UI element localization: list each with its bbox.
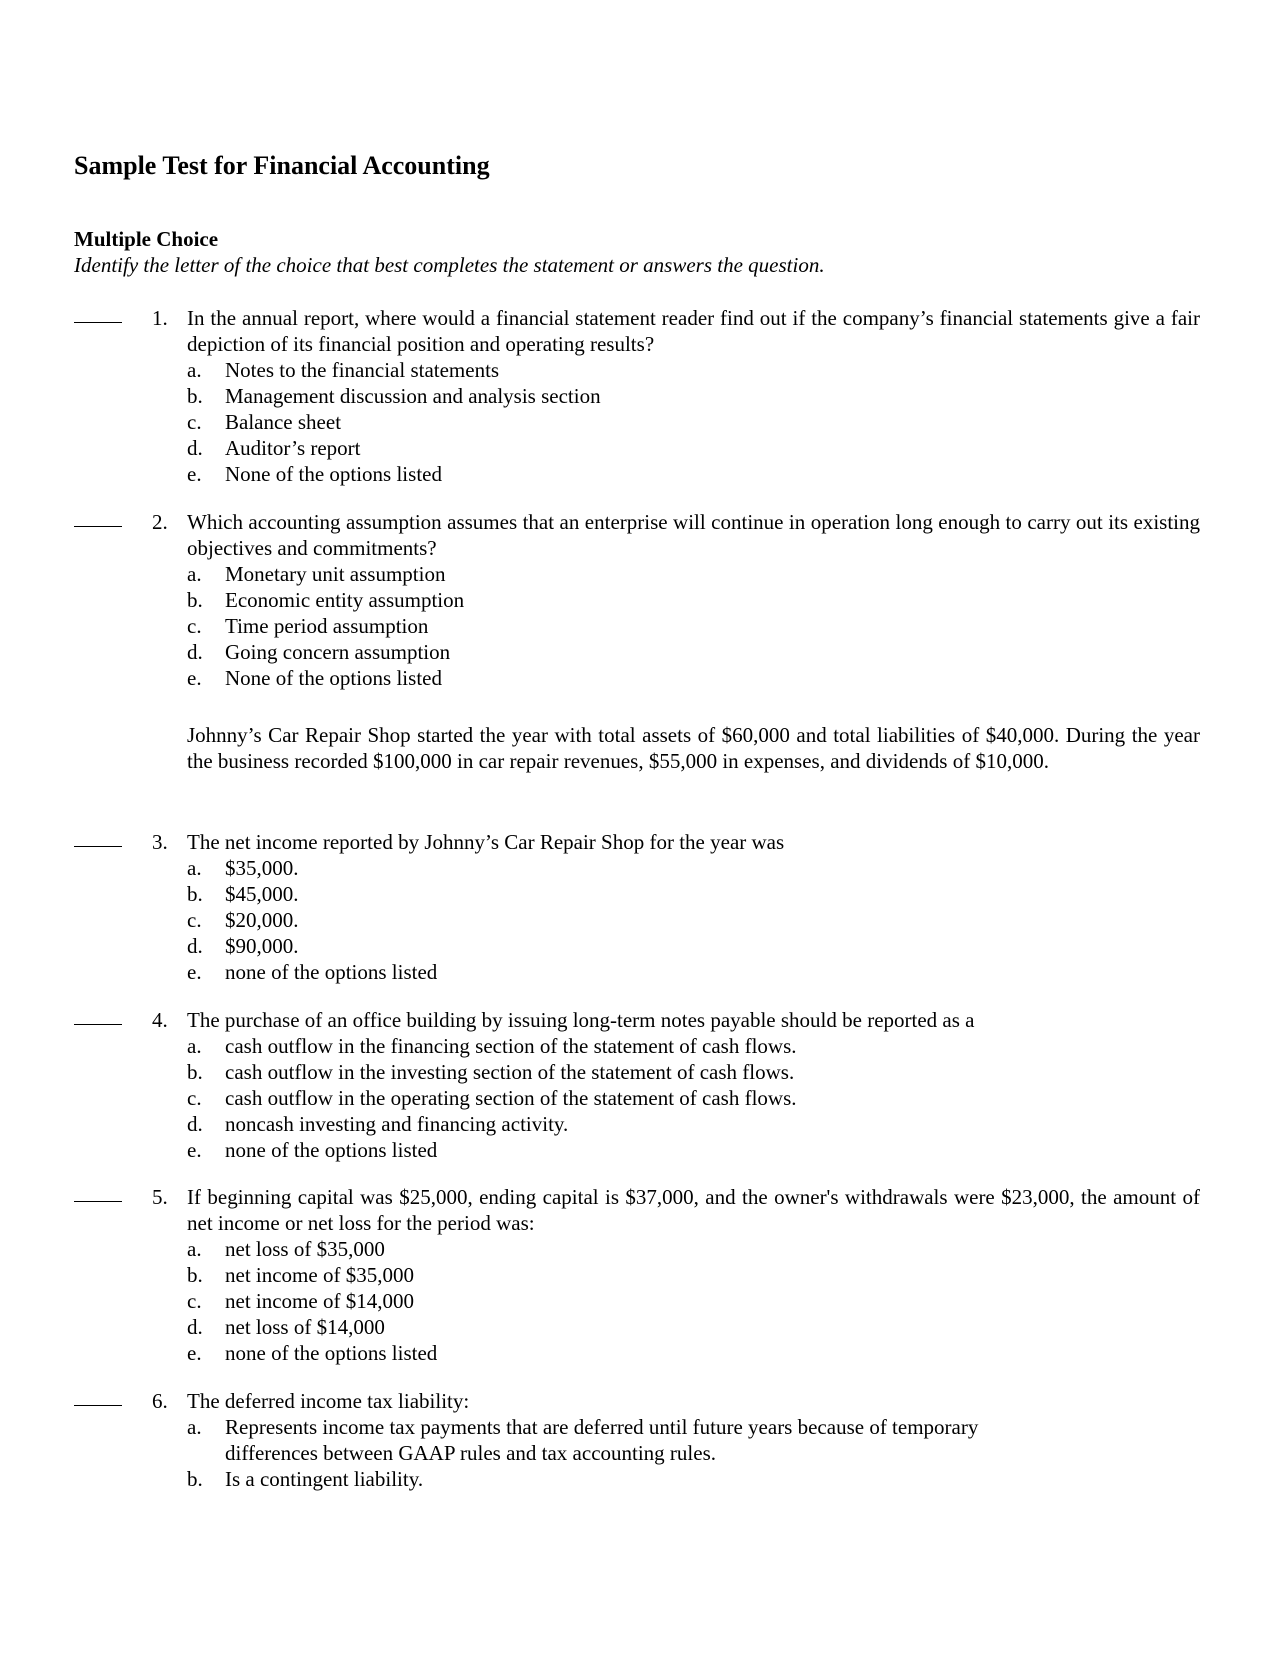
option-text: none of the options listed: [225, 1138, 438, 1162]
option: [187, 1262, 1087, 1288]
option-text: $20,000.: [225, 908, 299, 932]
option: [187, 409, 1087, 435]
option: [187, 639, 1087, 665]
question-number: 2.: [152, 510, 168, 534]
option: [187, 665, 1087, 691]
option: [187, 1288, 1087, 1314]
option: [187, 383, 1087, 409]
option-text: Represents income tax payments that are deferred until future years because of temporary differences between GAAP rules and tax accounting rules.: [225, 1415, 979, 1465]
option: [187, 855, 1087, 881]
option-letter: b.: [187, 384, 203, 408]
option-letter: b.: [187, 1263, 203, 1287]
section-heading: Multiple Choice: [74, 227, 219, 251]
option-text: cash outflow in the financing section of the statement of cash flows.: [225, 1034, 797, 1058]
option-letter: c.: [187, 614, 202, 638]
option-text: Time period assumption: [225, 614, 429, 638]
option-text: none of the options listed: [225, 960, 438, 984]
option: [187, 1137, 1087, 1163]
option-letter: a.: [187, 1415, 202, 1439]
option: [187, 907, 1087, 933]
option: [187, 881, 1087, 907]
instructions: Identify the letter of the choice that best completes the statement or answers the question.: [74, 253, 825, 277]
option-text: net income of $35,000: [225, 1263, 414, 1287]
option-letter: a.: [187, 1034, 202, 1058]
option-text: noncash investing and financing activity.: [225, 1112, 569, 1136]
answer-blank[interactable]: [74, 322, 122, 323]
option-list: [187, 1236, 1087, 1366]
option-text: cash outflow in the operating section of the statement of cash flows.: [225, 1086, 797, 1110]
option-letter: c.: [187, 908, 202, 932]
option-letter: d.: [187, 640, 203, 664]
document-title: Sample Test for Financial Accounting: [74, 151, 490, 180]
option: [187, 1111, 1087, 1137]
answer-blank[interactable]: [74, 846, 122, 847]
option: [187, 1414, 1087, 1466]
option-text: Notes to the financial statements: [225, 358, 500, 382]
option: [187, 1340, 1087, 1366]
option-text: Economic entity assumption: [225, 588, 465, 612]
option: [187, 959, 1087, 985]
option-letter: a.: [187, 856, 202, 880]
answer-blank[interactable]: [74, 1405, 122, 1406]
option-text: None of the options listed: [225, 666, 442, 690]
option-text: $90,000.: [225, 934, 299, 958]
option-letter: b.: [187, 588, 203, 612]
option-text: net loss of $35,000: [225, 1237, 385, 1261]
option-list: [187, 1033, 1087, 1163]
option-letter: d.: [187, 934, 203, 958]
option-text: net loss of $14,000: [225, 1315, 385, 1339]
scenario-paragraph: Johnny’s Car Repair Shop started the year with total assets of $60,000 and total liabilities of $40,000. During the year the business recorded $100,000 in car repair revenues, $55,000 in expenses, and dividends of $10,000.: [187, 723, 1200, 773]
option: [187, 1314, 1087, 1340]
option-text: $35,000.: [225, 856, 299, 880]
option: [187, 1466, 1087, 1492]
option: [187, 1033, 1087, 1059]
option-letter: b.: [187, 882, 203, 906]
option-list: [187, 855, 1087, 985]
option-text: Is a contingent liability.: [225, 1467, 424, 1491]
option: [187, 561, 1087, 587]
option-letter: c.: [187, 410, 202, 434]
option-letter: b.: [187, 1467, 203, 1491]
option-letter: e.: [187, 666, 202, 690]
option: [187, 1085, 1087, 1111]
option-text: Balance sheet: [225, 410, 342, 434]
option-letter: e.: [187, 960, 202, 984]
question-number: 1.: [152, 306, 168, 330]
question-number: 3.: [152, 830, 168, 854]
option-text: cash outflow in the investing section of the statement of cash flows.: [225, 1060, 795, 1084]
answer-blank[interactable]: [74, 1201, 122, 1202]
question-text: The net income reported by Johnny’s Car Repair Shop for the year was: [187, 830, 785, 854]
question-text: Which accounting assumption assumes that an enterprise will continue in operation long enough to carry out its existing objectives and commitments?: [187, 510, 1200, 560]
option-text: $45,000.: [225, 882, 299, 906]
option-letter: a.: [187, 562, 202, 586]
option: [187, 933, 1087, 959]
option: [187, 461, 1087, 487]
option: [187, 613, 1087, 639]
option-letter: e.: [187, 462, 202, 486]
option-text: net income of $14,000: [225, 1289, 414, 1313]
option-letter: e.: [187, 1341, 202, 1365]
option-text: none of the options listed: [225, 1341, 438, 1365]
option-letter: d.: [187, 1112, 203, 1136]
option-list: [187, 1414, 1087, 1492]
option-letter: d.: [187, 1315, 203, 1339]
option-letter: d.: [187, 436, 203, 460]
question-number: 6.: [152, 1389, 168, 1413]
question-text: The purchase of an office building by issuing long-term notes payable should be reported as a: [187, 1008, 975, 1032]
option-list: [187, 561, 1087, 691]
question-text: If beginning capital was $25,000, ending capital is $37,000, and the owner's withdrawals were $23,000, the amount of net income or net loss for the period was:: [187, 1185, 1200, 1235]
answer-blank[interactable]: [74, 526, 122, 527]
option: [187, 1236, 1087, 1262]
option: [187, 587, 1087, 613]
option-text: Monetary unit assumption: [225, 562, 446, 586]
option-letter: a.: [187, 1237, 202, 1261]
option-letter: a.: [187, 358, 202, 382]
question-number: 5.: [152, 1185, 168, 1209]
option-list: [187, 357, 1087, 487]
option-text: None of the options listed: [225, 462, 442, 486]
option-letter: c.: [187, 1289, 202, 1313]
option: [187, 435, 1087, 461]
question-text: The deferred income tax liability:: [187, 1389, 470, 1413]
answer-blank[interactable]: [74, 1024, 122, 1025]
option-text: Going concern assumption: [225, 640, 451, 664]
option: [187, 357, 1087, 383]
option-text: Management discussion and analysis section: [225, 384, 601, 408]
option-letter: e.: [187, 1138, 202, 1162]
option-letter: b.: [187, 1060, 203, 1084]
option: [187, 1059, 1087, 1085]
question-number: 4.: [152, 1008, 168, 1032]
option-letter: c.: [187, 1086, 202, 1110]
option-text: Auditor’s report: [225, 436, 361, 460]
question-text: In the annual report, where would a financial statement reader find out if the company’s financial statements give a fair depiction of its financial position and operating results?: [187, 306, 1200, 356]
